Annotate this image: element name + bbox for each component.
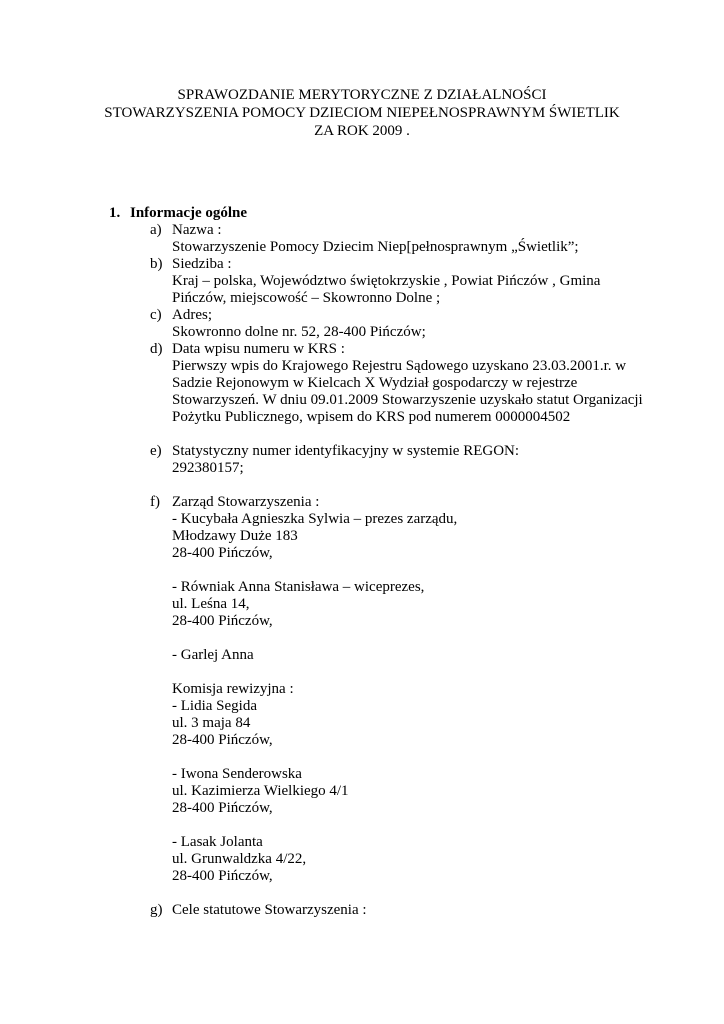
- item-a-text: Stowarzyszenie Pomocy Dziecim Niep[pełnosprawnym „Świetlik”;: [172, 239, 579, 255]
- audit-member-line: - Iwona Senderowska: [172, 766, 302, 782]
- item-c-text: Skowronno dolne nr. 52, 28-400 Pińczów;: [172, 324, 426, 340]
- audit-member-line: - Lasak Jolanta: [172, 834, 263, 850]
- board-member-line: ul. Leśna 14,: [172, 596, 250, 612]
- audit-member-line: 28-400 Pińczów,: [172, 732, 273, 748]
- title-line-2: STOWARZYSZENIA POMOCY DZIECIOM NIEPEŁNOSPRAWNYM ŚWIETLIK: [104, 105, 620, 121]
- item-d-label: Data wpisu numeru w KRS :: [172, 341, 345, 357]
- title-line-3: ZA ROK 2009 .: [314, 123, 410, 139]
- item-c-marker: c): [150, 307, 162, 323]
- board-member-line: 28-400 Pińczów,: [172, 613, 273, 629]
- item-d-text: Pożytku Publicznego, wpisem do KRS pod numerem 0000004502: [172, 409, 571, 425]
- audit-member-line: 28-400 Pińczów,: [172, 868, 273, 884]
- item-e-text: 292380157;: [172, 460, 244, 476]
- board-member-line: - Kucybała Agnieszka Sylwia – prezes zarządu,: [172, 511, 458, 527]
- audit-member-line: 28-400 Pińczów,: [172, 800, 273, 816]
- board-member-line: - Równiak Anna Stanisława – wiceprezes,: [172, 579, 425, 595]
- item-g-label: Cele statutowe Stowarzyszenia :: [172, 902, 367, 918]
- item-c-label: Adres;: [172, 307, 212, 323]
- item-g-marker: g): [150, 902, 163, 918]
- audit-member-line: ul. Kazimierza Wielkiego 4/1: [172, 783, 349, 799]
- board-member-line: - Garlej Anna: [172, 647, 254, 663]
- item-b-marker: b): [150, 256, 163, 272]
- board-member-line: Młodzawy Duże 183: [172, 528, 298, 544]
- item-e-label: Statystyczny numer identyfikacyjny w systemie REGON:: [172, 443, 520, 459]
- audit-member-line: ul. Grunwaldzka 4/22,: [172, 851, 307, 867]
- item-a-label: Nazwa :: [172, 222, 222, 238]
- audit-member-line: ul. 3 maja 84: [172, 715, 251, 731]
- item-f-label: Zarząd Stowarzyszenia :: [172, 494, 320, 510]
- item-d-text: Sadzie Rejonowym w Kielcach X Wydział gospodarczy w rejestrze: [172, 375, 578, 391]
- section-number: 1.: [109, 205, 121, 221]
- item-b-label: Siedziba :: [172, 256, 232, 272]
- item-b-text: Pińczów, miejscowość – Skowronno Dolne ;: [172, 290, 441, 306]
- document-title: [0, 86, 724, 140]
- item-e-marker: e): [150, 443, 162, 459]
- title-line-1: SPRAWOZDANIE MERYTORYCZNE Z DZIAŁALNOŚCI: [177, 87, 547, 103]
- item-f-marker: f): [150, 494, 160, 510]
- board-member-line: 28-400 Pińczów,: [172, 545, 273, 561]
- item-d-marker: d): [150, 341, 163, 357]
- section-heading: Informacje ogólne: [130, 205, 248, 221]
- audit-member-line: - Lidia Segida: [172, 698, 257, 714]
- item-a-marker: a): [150, 222, 162, 238]
- audit-committee-label: Komisja rewizyjna :: [172, 681, 294, 697]
- item-d-text: Stowarzyszeń. W dniu 09.01.2009 Stowarzyszenie uzyskało statut Organizacji: [172, 392, 643, 408]
- item-d-text: Pierwszy wpis do Krajowego Rejestru Sądowego uzyskano 23.03.2001.r. w: [172, 358, 627, 374]
- item-b-text: Kraj – polska, Województwo świętokrzyskie , Powiat Pińczów , Gmina: [172, 273, 601, 289]
